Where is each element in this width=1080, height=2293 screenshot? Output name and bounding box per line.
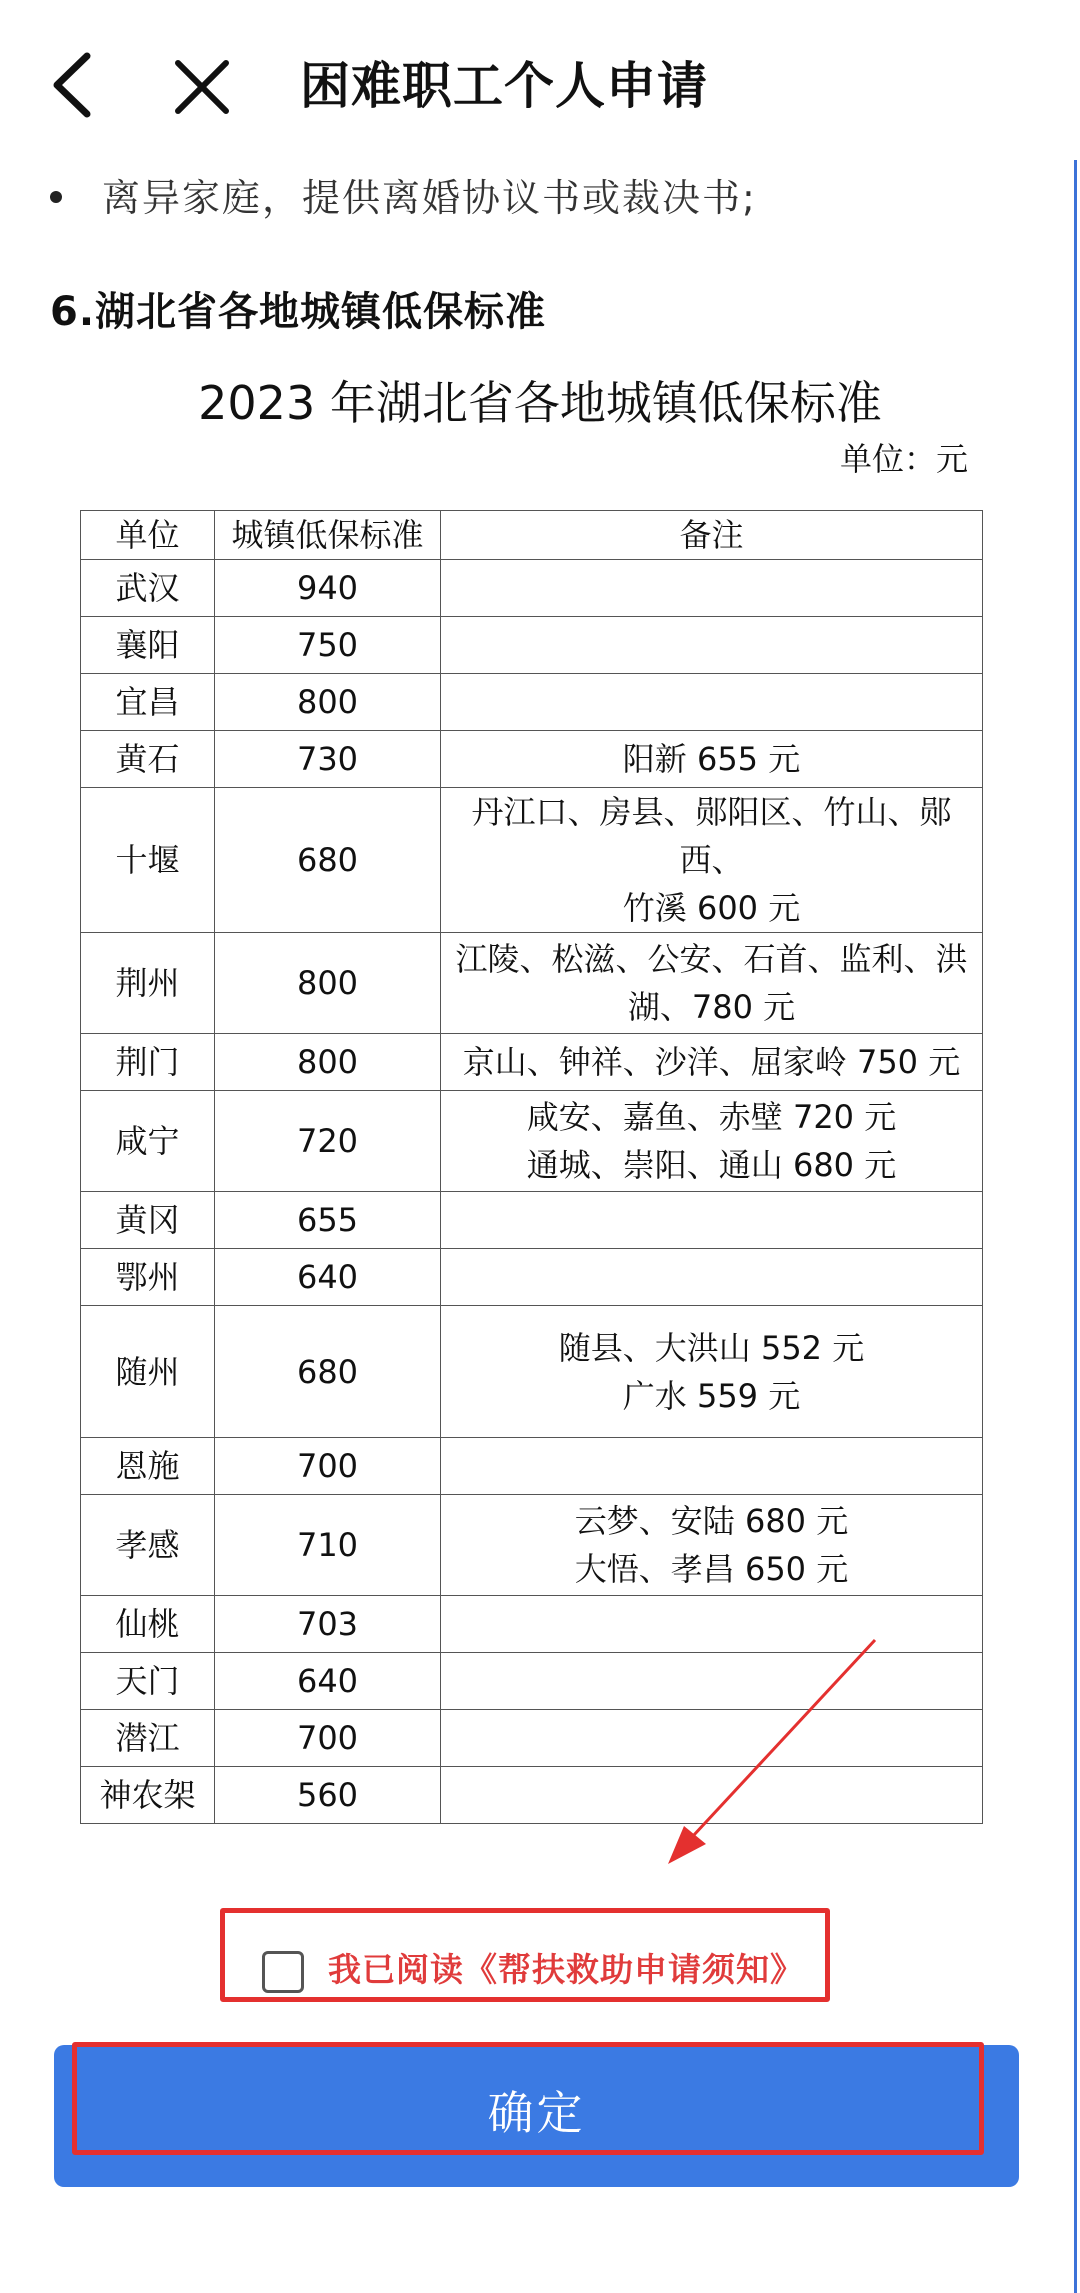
standard-cell: 680 [215, 1306, 441, 1438]
note-line: 通城、崇阳、通山 680 元 [526, 1146, 897, 1184]
city-cell: 鄂州 [81, 1249, 215, 1306]
standard-cell: 640 [215, 1653, 441, 1710]
city-cell: 襄阳 [81, 617, 215, 674]
city-cell: 咸宁 [81, 1091, 215, 1192]
bullet-item-text: 离异家庭，提供离婚协议书或裁决书; [102, 176, 757, 220]
notes-cell [441, 788, 983, 933]
note-line: 咸安、嘉鱼、赤壁 720 元 [526, 1098, 897, 1136]
note-line: 阳新 655 元 [622, 740, 801, 778]
table-row [81, 1034, 983, 1091]
table-row [81, 1306, 983, 1438]
table-row [81, 933, 983, 1034]
table-row [81, 1192, 983, 1249]
standard-cell: 700 [215, 1710, 441, 1767]
note-line: 江陵、松滋、公安、石首、监利、洪 [455, 940, 968, 978]
notes-cell [441, 1034, 983, 1091]
notes-cell [441, 1192, 983, 1249]
city-cell: 宜昌 [81, 674, 215, 731]
note-line: 京山、钟祥、沙洋、屈家岭 750 元 [462, 1043, 961, 1081]
city-cell: 黄冈 [81, 1192, 215, 1249]
standards-table [80, 510, 983, 1824]
unit-label: 单位：元 [840, 440, 969, 478]
table-row [81, 674, 983, 731]
table-row [81, 1495, 983, 1596]
notes-cell [441, 1249, 983, 1306]
standard-cell: 720 [215, 1091, 441, 1192]
table-row [81, 1091, 983, 1192]
standard-cell: 800 [215, 1034, 441, 1091]
city-cell: 天门 [81, 1653, 215, 1710]
table-row [81, 1438, 983, 1495]
notes-cell [441, 1091, 983, 1192]
bullet-dot-icon [50, 191, 62, 203]
table-row [81, 1249, 983, 1306]
note-line: 随县、大洪山 552 元 [558, 1328, 865, 1367]
standard-cell: 800 [215, 933, 441, 1034]
city-cell: 随州 [81, 1306, 215, 1438]
note-line: 湖、780 元 [627, 988, 796, 1026]
back-arrow-icon[interactable] [45, 50, 105, 120]
note-line: 云梦、安陆 680 元 [574, 1502, 849, 1540]
standard-cell: 680 [215, 788, 441, 933]
bullet-item [50, 170, 757, 226]
standard-cell: 655 [215, 1192, 441, 1249]
agreement-link-text[interactable]: 我已阅读《帮扶救助申请须知》 [328, 1950, 804, 1989]
notes-cell [441, 560, 983, 617]
notes-cell [441, 731, 983, 788]
header-cell-notes: 备注 [441, 511, 983, 560]
city-cell: 武汉 [81, 560, 215, 617]
city-cell: 荆门 [81, 1034, 215, 1091]
confirm-button-label[interactable]: 确定 [487, 2086, 586, 2140]
header-bar [0, 0, 1080, 160]
standard-cell: 703 [215, 1596, 441, 1653]
notes-cell [441, 1438, 983, 1495]
document-title: 2023 年湖北省各地城镇低保标准 [198, 376, 882, 430]
note-line: 大悟、孝昌 650 元 [574, 1550, 849, 1588]
standard-cell: 560 [215, 1767, 441, 1824]
table-header-row [81, 511, 983, 560]
header-cell-standard: 城镇低保标准 [215, 511, 441, 560]
city-cell: 神农架 [81, 1767, 215, 1824]
note-line: 丹江口、房县、郧阳区、竹山、郧西、 [471, 793, 952, 879]
table-row [81, 731, 983, 788]
page-title: 困难职工个人申请 [300, 57, 708, 115]
city-cell: 荆州 [81, 933, 215, 1034]
standard-cell: 800 [215, 674, 441, 731]
agreement-checkbox[interactable] [262, 1951, 304, 1993]
standard-cell: 640 [215, 1249, 441, 1306]
section-title: 6.湖北省各地城镇低保标准 [50, 289, 547, 335]
city-cell: 恩施 [81, 1438, 215, 1495]
standard-cell: 700 [215, 1438, 441, 1495]
notes-cell [441, 1306, 983, 1438]
standard-cell: 940 [215, 560, 441, 617]
notes-cell [441, 1495, 983, 1596]
standard-cell: 710 [215, 1495, 441, 1596]
city-cell: 黄石 [81, 731, 215, 788]
standard-cell: 730 [215, 731, 441, 788]
notes-cell [441, 933, 983, 1034]
notes-cell [441, 617, 983, 674]
city-cell: 孝感 [81, 1495, 215, 1596]
table-row [81, 560, 983, 617]
header-cell-unit: 单位 [81, 511, 215, 560]
city-cell: 十堰 [81, 788, 215, 933]
standard-cell: 750 [215, 617, 441, 674]
note-line: 广水 559 元 [622, 1376, 801, 1415]
table-row [81, 788, 983, 933]
city-cell: 潜江 [81, 1710, 215, 1767]
red-arrow-annotation [650, 1630, 890, 1870]
table-row [81, 617, 983, 674]
city-cell: 仙桃 [81, 1596, 215, 1653]
notes-cell [441, 674, 983, 731]
scroll-indicator [1074, 145, 1077, 2293]
note-line: 竹溪 600 元 [622, 889, 801, 927]
close-icon[interactable] [172, 57, 232, 117]
